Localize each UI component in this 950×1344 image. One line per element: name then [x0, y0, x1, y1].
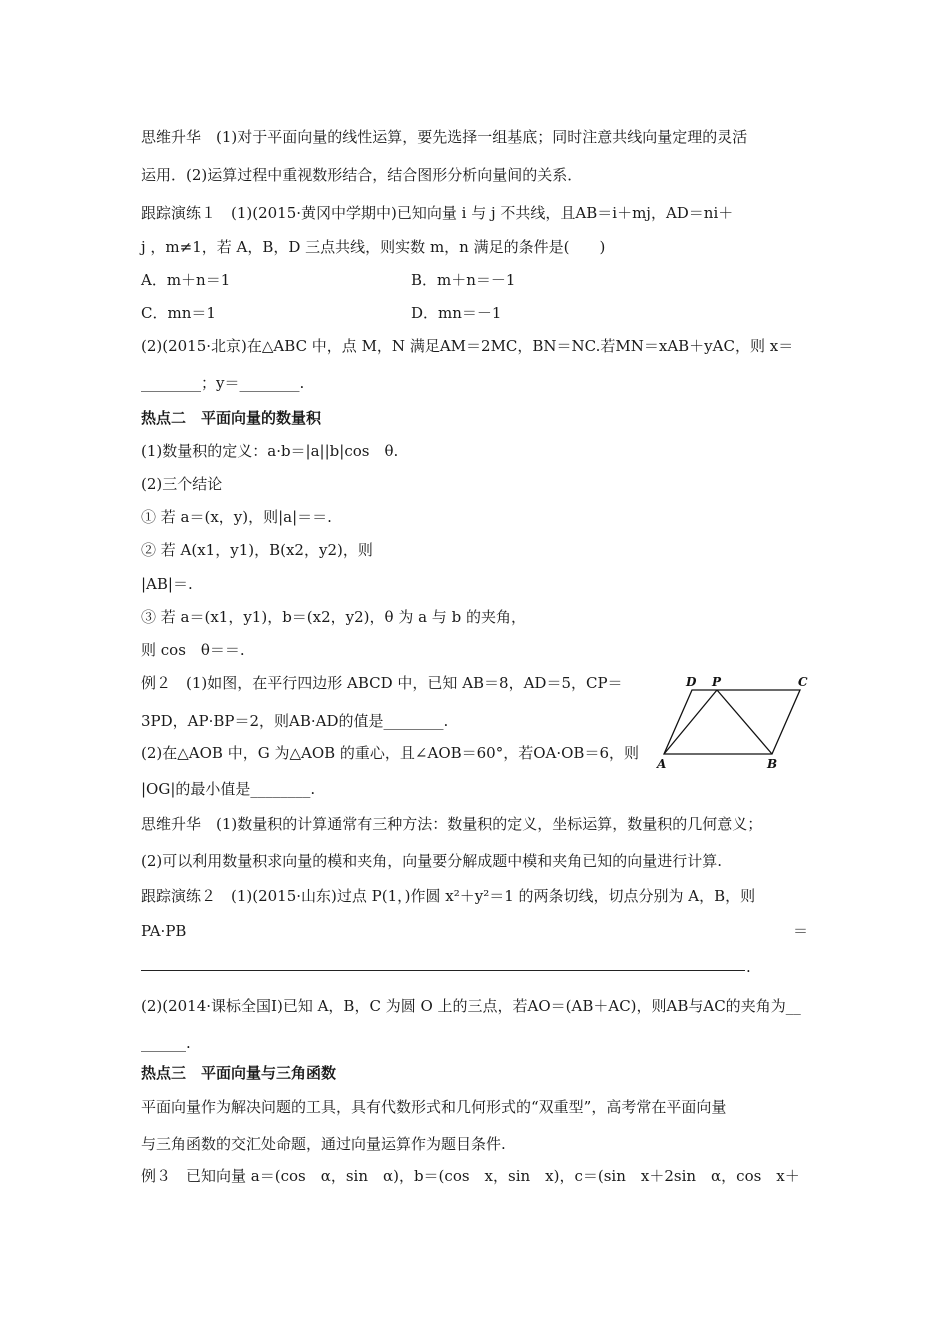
- text-line: |OG|的最小值是________.: [141, 780, 316, 798]
- text-line: 思维升华 (1)数量积的计算通常有三种方法：数量积的定义，坐标运算，数量积的几何意义；: [141, 815, 763, 833]
- segment-pb: [717, 690, 772, 754]
- text-line: (2)可以利用数量积求向量的模和夹角，向量要分解成题中模和夹角已知的向量进行计算.: [141, 852, 723, 870]
- text-line: ________；y＝________.: [141, 374, 305, 392]
- text-line: |AB|＝.: [141, 575, 193, 593]
- label-c: C: [798, 675, 808, 689]
- text-line: 思维升华 (1)对于平面向量的线性运算，要先选择一组基底；同时注意共线向量定理的灵活: [141, 128, 748, 146]
- text-line: 跟踪演练２ (1)(2015·山东)过点 P(1，)作圆 x²＋y²＝1 的两条切线，切点分别为 A，B，则: [141, 887, 756, 905]
- text-line: (2)在△AOB 中，G 为△AOB 的重心，且∠AOB＝60°，若OA·OB＝6，则: [141, 744, 639, 762]
- option-a: A．m＋n＝1: [141, 271, 231, 289]
- text-line: (1)数量积的定义：a·b＝|a||b|cos θ.: [141, 442, 399, 460]
- text-line: j ，m≠1，若 A，B，D 三点共线，则实数 m，n 满足的条件是( ): [141, 238, 606, 256]
- option-c: C．mn＝1: [141, 304, 216, 322]
- text-line: (2)(2014·课标全国Ⅰ)已知 A，B，C 为圆 O 上的三点，若AO＝(AB＋AC)，则AB与AC的夹角为__: [141, 997, 801, 1015]
- text-line: (2)(2015·北京)在△ABC 中，点 M，N 满足AM＝2MC，BN＝NC.若MN＝xAB＋yAC，则 x＝: [141, 337, 794, 355]
- answer-blank-line: [141, 970, 745, 971]
- text-line: 与三角函数的交汇处命题，通过向量运算作为题目条件.: [141, 1135, 506, 1153]
- option-d: D．mn＝－1: [411, 304, 502, 322]
- section-heading: 热点二 平面向量的数量积: [141, 409, 322, 427]
- text-line: 跟踪演练１ (1)(2015·黄冈中学期中)已知向量 i 与 j 不共线，且AB＝i＋mj，AD＝ni＋: [141, 204, 734, 222]
- text-line: 例２ (1)如图，在平行四边形 ABCD 中，已知 AB＝8，AD＝5，CP＝: [141, 674, 623, 692]
- text-line: 3PD，AP·BP＝2，则AB·AD的值是________.: [141, 712, 449, 730]
- segment-ap: [664, 690, 717, 754]
- equals-sign: ＝: [793, 922, 809, 940]
- text-line: 则 cos θ＝＝.: [141, 641, 245, 659]
- text-line: ③ 若 a＝(x1，y1)，b＝(x2，y2)，θ 为 a 与 b 的夹角，: [141, 608, 526, 626]
- text-line: 运用．(2)运算过程中重视数形结合，结合图形分析向量间的关系．: [141, 166, 583, 184]
- blank-period: .: [746, 958, 751, 976]
- label-d: D: [686, 675, 697, 689]
- text-line: PA·PB: [141, 922, 187, 940]
- text-line: 平面向量作为解决问题的工具，具有代数形式和几何形式的“双重型”，高考常在平面向量: [141, 1098, 727, 1116]
- text-line: ① 若 a＝(x，y)，则|a|＝＝.: [141, 508, 332, 526]
- text-line: ② 若 A(x1，y1)，B(x2，y2)，则: [141, 541, 373, 559]
- parallelogram-figure: [650, 672, 820, 772]
- text-line: ______.: [141, 1034, 191, 1052]
- label-p: P: [712, 675, 722, 689]
- text-line: (2)三个结论: [141, 475, 223, 493]
- parallelogram-abcd: [664, 690, 800, 754]
- option-b: B．m＋n＝－1: [411, 271, 516, 289]
- text-line: 例３ 已知向量 a＝(cos α，sin α)，b＝(cos x，sin x)，c＝(sin x＋2sin α，cos x＋: [141, 1167, 800, 1185]
- label-a: A: [657, 757, 667, 771]
- section-heading: 热点三 平面向量与三角函数: [141, 1064, 337, 1082]
- label-b: B: [767, 757, 778, 771]
